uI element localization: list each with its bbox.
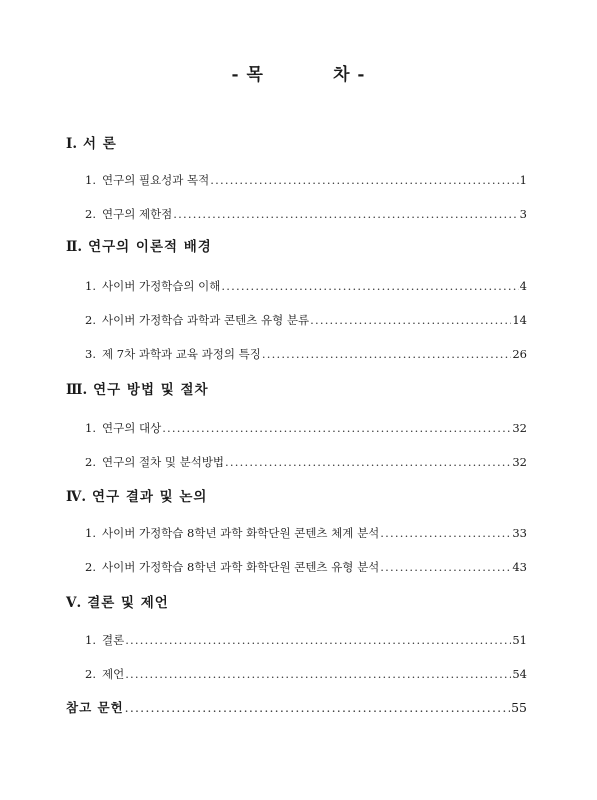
section-label: 사이버 가정학습 8학년 과학 화학단원 콘텐츠 유형 분석: [101, 560, 380, 574]
page-number: 1: [519, 173, 527, 187]
dot-leader: [125, 700, 510, 715]
page-number: 32: [512, 455, 527, 469]
toc-section-2-2: [85, 312, 527, 328]
section-label: 사이버 가정학습의 이해: [101, 279, 221, 293]
section-number: 2.: [85, 313, 96, 327]
section-number: 1.: [85, 421, 96, 435]
page-number: 51: [512, 633, 527, 647]
page-number: 55: [511, 700, 527, 715]
page-title: - 목 차 -: [231, 65, 366, 85]
section-label: 연구의 제한점: [101, 207, 173, 221]
section-number: 2.: [85, 560, 96, 574]
chapter-label: 연구 방법 및 절차: [93, 382, 209, 398]
page-number: 4: [519, 279, 527, 293]
page-number: 33: [512, 526, 527, 540]
chapter-label: 연구 결과 및 논의: [92, 489, 208, 505]
toc-section-4-1: [85, 525, 527, 541]
dot-leader: [380, 526, 511, 540]
toc-chapter-5: [66, 591, 169, 611]
section-label: 사이버 가정학습 8학년 과학 화학단원 콘텐츠 체계 분석: [101, 526, 380, 540]
section-number: 2.: [85, 455, 96, 469]
section-number: 1.: [85, 633, 96, 647]
dot-leader: [310, 313, 511, 327]
toc-references: [66, 698, 527, 716]
page-number: 43: [512, 560, 527, 574]
dot-leader: [262, 347, 511, 361]
dot-leader: [225, 455, 511, 469]
toc-section-3-1: [85, 420, 527, 436]
toc-section-5-1: [85, 632, 527, 648]
dot-leader: [173, 207, 518, 221]
section-number: 2.: [85, 207, 96, 221]
page-number: 3: [519, 207, 527, 221]
toc-section-4-2: [85, 559, 527, 575]
chapter-label: 결론 및 제언: [87, 595, 169, 611]
toc-section-1-1: [85, 172, 527, 188]
section-label: 사이버 가정학습 과학과 콘텐츠 유형 분류: [101, 313, 310, 327]
page-number: 54: [512, 667, 527, 681]
chapter-number: Ⅰ.: [66, 136, 78, 152]
dot-leader: [125, 633, 511, 647]
section-number: 2.: [85, 667, 96, 681]
dot-leader: [380, 560, 511, 574]
dot-leader: [221, 279, 518, 293]
toc-section-1-2: [85, 206, 527, 222]
section-label: 결론: [101, 633, 125, 647]
section-label: 연구의 대상: [101, 421, 162, 435]
references-label: 참고 문헌: [66, 700, 124, 715]
chapter-number: Ⅳ.: [66, 489, 87, 505]
toc-section-2-3: [85, 346, 527, 362]
section-number: 1.: [85, 173, 96, 187]
dot-leader: [162, 421, 511, 435]
section-number: 1.: [85, 279, 96, 293]
section-label: 연구의 필요성과 목적: [101, 173, 210, 187]
page-number: 32: [512, 421, 527, 435]
chapter-number: Ⅱ.: [66, 239, 83, 255]
toc-chapter-2: [66, 235, 212, 255]
section-number: 1.: [85, 526, 96, 540]
chapter-number: Ⅲ.: [66, 382, 88, 398]
chapter-number: Ⅴ.: [66, 595, 82, 611]
dot-leader: [210, 173, 518, 187]
toc-chapter-1: [66, 132, 117, 152]
page-number: 14: [512, 313, 527, 327]
toc-section-5-2: [85, 666, 527, 682]
toc-section-3-2: [85, 454, 527, 470]
toc-section-2-1: [85, 278, 527, 294]
toc-chapter-4: [66, 485, 207, 505]
section-label: 제 7차 과학과 교육 과정의 특징: [101, 347, 261, 361]
section-number: 3.: [85, 347, 96, 361]
section-label: 연구의 절차 및 분석방법: [101, 455, 225, 469]
chapter-label: 연구의 이론적 배경: [88, 239, 212, 255]
chapter-label: 서 론: [83, 136, 117, 152]
toc-chapter-3: [66, 378, 209, 398]
section-label: 제언: [101, 667, 125, 681]
dot-leader: [125, 667, 511, 681]
page-number: 26: [512, 347, 527, 361]
